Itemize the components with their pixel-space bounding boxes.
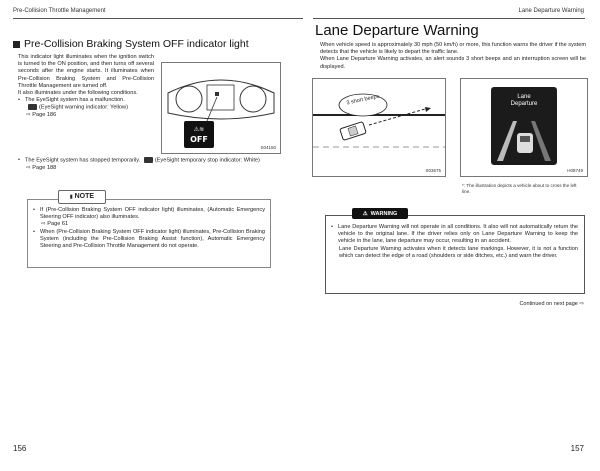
page-ref-186[interactable]: ⇨ Page 186	[26, 112, 57, 119]
bullet-malfunction-sub: (EyeSight warning indicator: Yellow)	[18, 104, 154, 112]
eyesight-stop-icon	[144, 157, 153, 163]
beeps-label: 3 short beeps	[346, 93, 380, 107]
bullet-stopped: • The EyeSight system has stopped temporarily. (EyeSight temporary stop indicator: White) ⇨ Page 188	[18, 157, 280, 172]
page-ref-188[interactable]: ⇨ Page 188	[26, 164, 57, 171]
conditions-para: It also illuminates under the following conditions.	[18, 90, 138, 97]
eyesight-warning-icon	[28, 104, 37, 110]
svg-text:OFF: OFF	[190, 135, 208, 144]
note-pin-icon: ▮	[69, 194, 73, 200]
warning-label: ⚠ WARNING	[352, 208, 408, 219]
header-rule-left	[13, 18, 303, 19]
fig-code-display: H08749	[567, 168, 583, 173]
page-ref-61[interactable]: ⇨ Page 61	[41, 221, 69, 228]
display-figure	[460, 78, 588, 177]
page-title: Lane Departure Warning	[315, 22, 479, 39]
page-number-right: 157	[570, 444, 584, 453]
page-number-left: 156	[13, 444, 27, 453]
svg-text:⚠≋: ⚠≋	[193, 126, 205, 133]
section-marker-icon	[13, 41, 20, 48]
footnote: *: The illustration depicts a vehicle about to cross the left line.	[462, 183, 577, 194]
lane-para-2: When Lane Departure Warning activates, an alert sounds 3 short beeps and an interruption screen will be displayed.	[320, 56, 586, 70]
header-rule-right	[313, 18, 585, 19]
warning-content	[331, 224, 578, 260]
bullet-malfunction: • The EyeSight system has a malfunction.	[18, 97, 154, 104]
note-content	[33, 207, 265, 250]
header-right: Lane Departure Warning	[518, 8, 584, 14]
lane-para-1: When vehicle speed is approximately 30 mph (50 km/h) or more, this function warns the driver if the system detects that the vehicle is likely to depart the traffic lane.	[320, 42, 586, 56]
display-label: Lane Departure	[510, 94, 538, 107]
warning-item-1b: Lane Departure Warning activates when it detects lane markings. However, it is not a function which can detect the edge of a road (shoulders or side ditches, etc.) and warn the driver.	[339, 245, 578, 259]
cluster-figure	[161, 62, 281, 154]
lane-intro	[320, 42, 586, 71]
warning-item-1: • Lane Departure Warning will not operate in all conditions. It also will not automatically return the vehicle to the original lane. If the driver relies only on Lane Departure Warning to keep the vehicle in the lane, lane departure may occur, resulting in an accident.	[331, 224, 578, 246]
lane-figure	[312, 78, 446, 177]
section-title	[13, 38, 249, 50]
continued-link[interactable]: Continued on next page ⇨	[519, 301, 584, 307]
display-car-icon	[491, 115, 557, 163]
cluster-illustration	[162, 63, 280, 153]
note-label: ▮ NOTE	[58, 190, 106, 204]
note-item-2: • When (Pre-Collision Braking System OFF indicator light) illuminates, Pre-Collision Braking System (including the Pre-Collision Braking Assist function), Automatic Emergency Steering and Pre-Collision Throttle Management do not operate.	[33, 229, 265, 251]
fig-code-lane: S03675	[425, 168, 441, 173]
fig-code-left: S04150	[260, 145, 276, 150]
header-left: Pre-Collision Throttle Management	[13, 8, 106, 14]
section-title-text: Pre-Collision Braking System OFF indicator light	[24, 38, 249, 50]
intro-para: This indicator light illuminates when the ignition switch is turned to the ON position, and then turns off several seconds after the engine starts. It illuminates when Pre-Collision Braking System and Pre-Collision Throttle Management are turned off.	[18, 54, 154, 89]
note-item-1: • If (Pre-Collision Braking System OFF indicator light) illuminates, (Automatic Emergency Steering OFF indicator) also illuminates.	[33, 207, 265, 221]
warning-triangle-icon: ⚠	[362, 210, 368, 217]
intro-text	[18, 54, 154, 119]
